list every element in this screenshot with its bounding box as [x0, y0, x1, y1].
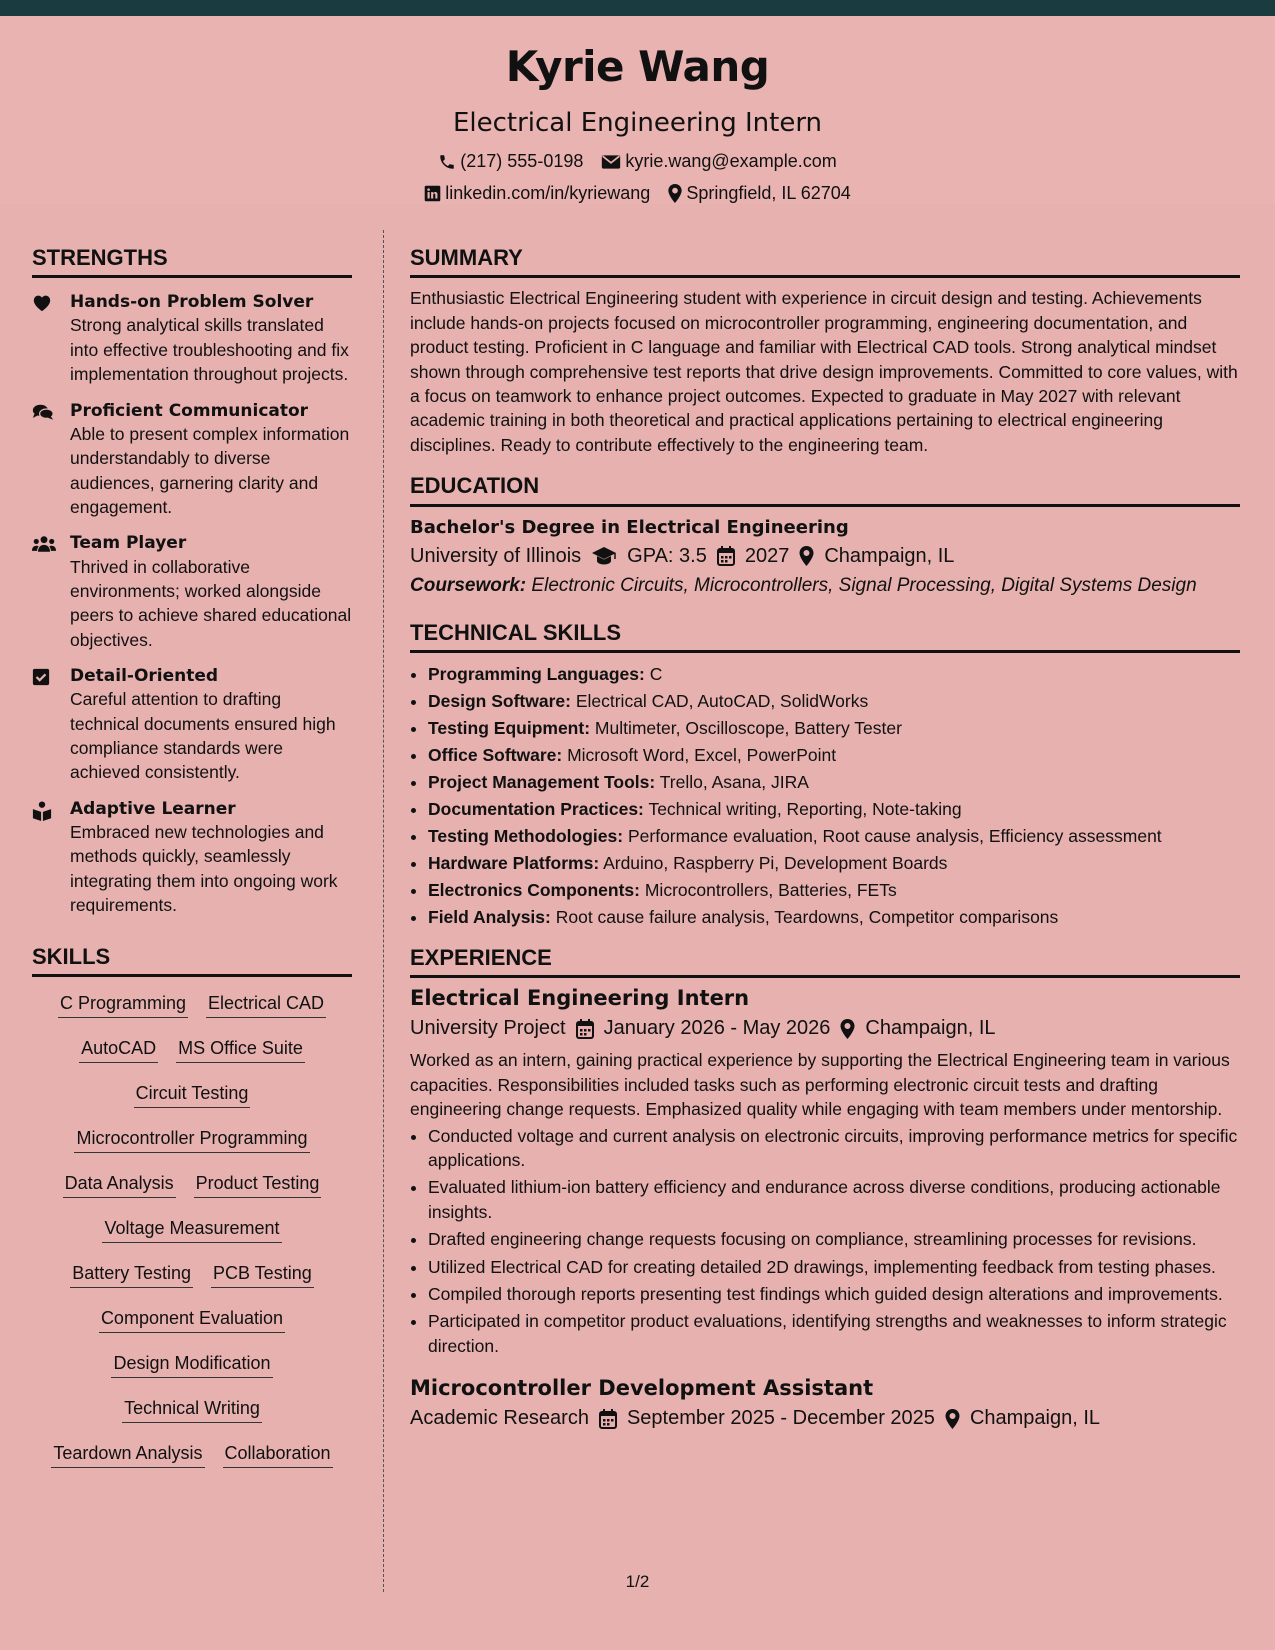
strength-title: Adaptive Learner — [70, 798, 236, 819]
map-marker-icon — [840, 1019, 855, 1039]
envelope-icon — [601, 154, 621, 170]
strength-description: Able to present complex information understandably to diverse audiences, garnering clarity and engagement. — [70, 423, 350, 518]
skill-tag: PCB Testing — [211, 1263, 314, 1288]
skill-tag-row — [32, 1388, 352, 1433]
job-bullet: • Conducted voltage and current analysis on electronic circuits, improving performance metrics for specific applications. — [428, 1124, 1240, 1173]
technical-skill-value: Trello, Asana, JIRA — [659, 772, 809, 793]
skill-tag: Microcontroller Programming — [74, 1128, 309, 1153]
skill-tag-row — [32, 1433, 352, 1478]
calendar-icon — [599, 1409, 617, 1429]
book-reader-icon — [32, 798, 70, 918]
job-location: Champaign, IL — [865, 1017, 996, 1040]
strength-title: Team Player — [70, 533, 187, 554]
skill-tag-row — [32, 1253, 352, 1298]
technical-skill-label: Project Management Tools: — [428, 772, 656, 793]
location-text: Springfield, IL 62704 — [686, 183, 851, 203]
technical-skill-label: Design Software: — [428, 691, 571, 712]
job-meta — [410, 1407, 1240, 1430]
skill-tag-row — [32, 983, 352, 1028]
technical-skill-value: Technical writing, Reporting, Note-taking — [648, 799, 962, 820]
check-square-icon — [32, 665, 70, 785]
candidate-name: Kyrie Wang — [505, 42, 770, 91]
skill-tag: C Programming — [58, 993, 188, 1018]
summary-heading: SUMMARY — [410, 245, 1240, 278]
technical-skill-label: Programming Languages: — [428, 664, 645, 685]
linkedin-icon — [424, 185, 441, 202]
technical-skill-item — [428, 661, 1240, 688]
job-bullet: • Compiled thorough reports presenting test findings which guided design alterations and improvements. — [428, 1282, 1240, 1306]
column-divider — [383, 230, 384, 1592]
skills-tags — [32, 983, 352, 1478]
job-bullet: • Utilized Electrical CAD for creating detailed 2D drawings, implementing feedback from testing phases. — [428, 1255, 1240, 1279]
summary-text: Enthusiastic Electrical Engineering student with experience in circuit design and testing. Achievements include hands-on projects focused on microcontroller programming, engineering documentation, and product testing. Proficient in C language and familiar with Electrical CAD tools. Strong analytical mindset shown through comprehensive test reports that drive design improvements. Committed to core values, with a focus on teamwork to enhance project outcomes. Expected to graduate in May 2027 with relevant academic training in both theoretical and practical applications pertaining to electrical engineering disciplines. Ready to contribute effectively to the engineering team. — [410, 288, 1238, 455]
skill-tag: Design Modification — [111, 1353, 272, 1378]
technical-skill-label: Office Software: — [428, 745, 563, 766]
technical-skill-item — [428, 742, 1240, 769]
skill-tag: Collaboration — [223, 1443, 333, 1468]
technical-skill-value: Multimeter, Oscilloscope, Battery Tester — [594, 718, 902, 739]
skill-tag-row — [32, 1298, 352, 1343]
skill-tag-row — [32, 1028, 352, 1073]
strengths-list — [32, 291, 352, 917]
skill-tag: Circuit Testing — [134, 1083, 251, 1108]
job-title: Microcontroller Development Assistant — [410, 1376, 874, 1401]
technical-skill-item — [428, 796, 1240, 823]
job-bullets — [410, 1124, 1240, 1359]
job-meta — [410, 1017, 1240, 1040]
page-number: 1/2 — [625, 1572, 650, 1591]
candidate-title: Electrical Engineering Intern — [452, 108, 823, 138]
technical-skill-value: Microcontrollers, Batteries, FETs — [644, 880, 897, 901]
technical-skill-value: Root cause failure analysis, Teardowns, Competitor comparisons — [555, 907, 1059, 928]
map-marker-icon — [668, 184, 682, 203]
job-org: University Project — [410, 1017, 566, 1040]
technical-skill-item — [428, 715, 1240, 742]
technical-skill-label: Testing Methodologies: — [428, 826, 624, 847]
skill-tag: Electrical CAD — [206, 993, 326, 1018]
technical-skill-item — [428, 769, 1240, 796]
skill-tag: AutoCAD — [79, 1038, 158, 1063]
technical-skill-label: Electronics Components: — [428, 880, 640, 901]
degree-title: Bachelor's Degree in Electrical Engineering — [410, 516, 849, 538]
skill-tag: MS Office Suite — [176, 1038, 305, 1063]
skill-tag: Component Evaluation — [99, 1308, 285, 1333]
coursework-list: Electronic Circuits, Microcontrollers, Signal Processing, Digital Systems Design — [531, 574, 1197, 596]
comments-icon — [32, 400, 70, 520]
technical-skill-item — [428, 850, 1240, 877]
skill-tag: Teardown Analysis — [51, 1443, 204, 1468]
technical-skill-value: Performance evaluation, Root cause analysis, Efficiency assessment — [627, 826, 1162, 847]
job-entry — [410, 986, 1240, 1358]
coursework — [410, 574, 1240, 598]
contact-row-1 — [0, 151, 1275, 173]
technical-skill-value: Electrical CAD, AutoCAD, SolidWorks — [575, 691, 869, 712]
skill-tag-row — [32, 1163, 352, 1208]
strength-description: Careful attention to drafting technical documents ensured high compliance standards were achieved consistently. — [70, 689, 336, 783]
location-item — [668, 183, 850, 205]
school-name: University of Illinois — [410, 544, 582, 567]
map-marker-icon — [945, 1409, 960, 1429]
strength-title: Detail-Oriented — [70, 666, 219, 687]
skill-tag: Battery Testing — [70, 1263, 193, 1288]
technical-skill-label: Documentation Practices: — [428, 799, 644, 820]
job-entry — [410, 1376, 1240, 1430]
skill-tag-row — [32, 1208, 352, 1253]
right-column — [410, 245, 1240, 1430]
technical-skill-value: Arduino, Raspberry Pi, Development Boards — [603, 853, 948, 874]
strength-title: Hands-on Problem Solver — [70, 292, 314, 313]
graduation-year: 2027 — [744, 544, 790, 567]
technical-skills-list — [410, 661, 1240, 931]
calendar-icon — [576, 1019, 594, 1039]
phone-text[interactable]: (217) 555-0198 — [460, 151, 584, 171]
technical-skill-label: Hardware Platforms: — [428, 853, 600, 874]
skill-tag: Voltage Measurement — [102, 1218, 281, 1243]
skill-tag: Technical Writing — [122, 1398, 262, 1423]
linkedin-text[interactable]: linkedin.com/in/kyriewang — [445, 183, 651, 203]
users-icon — [32, 532, 70, 652]
phone-item — [438, 151, 583, 173]
skill-tag: Data Analysis — [63, 1173, 176, 1198]
email-item — [601, 151, 836, 173]
strength-description: Strong analytical skills translated into effective troubleshooting and fix implementation throughout projects. — [70, 315, 349, 385]
technical-skill-value: Microsoft Word, Excel, PowerPoint — [567, 745, 837, 766]
technical-skill-value: C — [649, 664, 663, 685]
experience-heading: EXPERIENCE — [410, 945, 1240, 978]
skills-heading: SKILLS — [32, 944, 352, 977]
technical-skill-label: Field Analysis: — [428, 907, 551, 928]
contact-row-2 — [0, 183, 1275, 205]
strength-item — [32, 798, 352, 918]
gpa-text: GPA: 3.5 — [627, 544, 707, 567]
technical-skill-item — [428, 877, 1240, 904]
job-dates: January 2026 - May 2026 — [603, 1017, 831, 1040]
strength-title: Proficient Communicator — [70, 400, 309, 421]
phone-icon — [438, 153, 456, 171]
job-bullet: • Evaluated lithium-ion battery efficiency and endurance across diverse conditions, producing actionable insights. — [428, 1175, 1240, 1224]
job-org: Academic Research — [410, 1407, 589, 1430]
technical-skill-item — [428, 823, 1240, 850]
technical-skill-item — [428, 688, 1240, 715]
job-bullet: • Participated in competitor product evaluations, identifying strengths and weaknesses to inform strategic direction. — [428, 1309, 1240, 1358]
top-bar — [0, 0, 1275, 16]
technical-skills-heading: TECHNICAL SKILLS — [410, 620, 1240, 653]
job-title: Electrical Engineering Intern — [410, 986, 750, 1011]
calendar-icon — [717, 546, 735, 566]
map-marker-icon — [799, 546, 814, 566]
graduation-cap-icon — [591, 546, 617, 566]
school-location: Champaign, IL — [824, 544, 955, 567]
linkedin-item — [424, 183, 650, 205]
strength-description: Thrived in collaborative environments; worked alongside peers to achieve shared educational objectives. — [70, 556, 352, 650]
education-meta — [410, 545, 1240, 568]
strengths-heading: STRENGTHS — [32, 245, 352, 278]
skill-tag-row — [32, 1073, 352, 1118]
resume-header — [0, 16, 1275, 204]
strength-item — [32, 291, 352, 386]
heart-icon — [32, 291, 70, 386]
strength-item — [32, 532, 352, 652]
job-dates: September 2025 - December 2025 — [626, 1407, 935, 1430]
job-location: Champaign, IL — [969, 1407, 1101, 1430]
left-column — [32, 245, 352, 1478]
strength-item — [32, 665, 352, 785]
skill-tag: Product Testing — [194, 1173, 322, 1198]
strength-description: Embraced new technologies and methods quickly, seamlessly integrating them into ongoing work requirements. — [70, 821, 338, 916]
technical-skill-item — [428, 904, 1240, 931]
strength-item — [32, 400, 352, 520]
email-text[interactable]: kyrie.wang@example.com — [625, 151, 837, 171]
technical-skill-label: Testing Equipment: — [428, 718, 591, 739]
skill-tag-row — [32, 1118, 352, 1163]
skill-tag-row — [32, 1343, 352, 1388]
job-bullet: • Drafted engineering change requests focusing on compliance, streamlining processes for revisions. — [428, 1227, 1240, 1251]
coursework-label: Coursework: — [410, 574, 527, 596]
job-description: Worked as an intern, gaining practical experience by supporting the Electrical Engineering team in various capacities. Responsibilities included tasks such as performing electronic circuit tests and drafting engineering change requests. Emphasized quality while engaging with team members under mentorship. — [410, 1050, 1230, 1120]
education-heading: EDUCATION — [410, 473, 1240, 506]
